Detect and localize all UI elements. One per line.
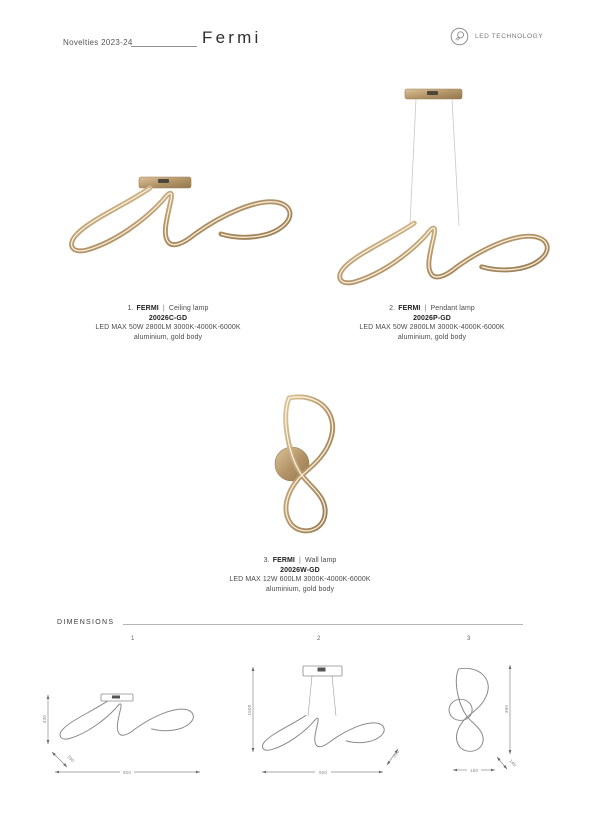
product-material: aluminium, gold body xyxy=(133,333,203,341)
product-material: aluminium, gold body xyxy=(397,333,467,341)
pendant-lamp-photo xyxy=(328,76,550,288)
page-title: Fermi xyxy=(202,28,262,47)
product-code: 20026C-GD xyxy=(148,314,188,322)
product-specs: LED MAX 50W 2800LM 3000K-4000K-6000K xyxy=(95,324,241,331)
product-name: FERMI xyxy=(272,557,295,564)
dimension-diagram-wall xyxy=(428,650,560,795)
dim-depth-label: 290 xyxy=(391,749,401,759)
dimensions-rule xyxy=(123,624,523,625)
product-specs: LED MAX 50W 2800LM 3000K-4000K-6000K xyxy=(359,324,505,331)
product-code: 20026P-GD xyxy=(413,314,451,322)
pendant-wire xyxy=(452,99,459,226)
dim-width-label: 920 xyxy=(122,769,132,775)
led-technology-badge xyxy=(450,27,543,46)
caption-title xyxy=(180,556,420,566)
separator: | xyxy=(299,557,301,564)
pendant-lamp-caption xyxy=(312,304,552,342)
caption-title xyxy=(312,304,552,314)
dim-depth-label: 290 xyxy=(66,754,76,764)
product-type: Pendant lamp xyxy=(430,305,475,312)
product-name: FERMI xyxy=(136,305,159,312)
led-bulb-icon xyxy=(450,27,469,46)
dim-width-label: 150 xyxy=(469,767,479,773)
ceiling-lamp-caption xyxy=(48,304,288,342)
product-material: aluminium, gold body xyxy=(265,585,335,593)
product-specs: LED MAX 12W 600LM 3000K-4000K-6000K xyxy=(229,576,371,583)
wall-lamp-caption xyxy=(180,556,420,594)
canopy-vent xyxy=(158,179,169,183)
dim-depth-label: 140 xyxy=(508,758,518,768)
product-name: FERMI xyxy=(398,305,421,312)
product-code: 20026W-GD xyxy=(280,566,320,574)
dim-width-label: 920 xyxy=(318,769,328,775)
pendant-wire xyxy=(410,99,416,224)
diagram-number-2: 2 xyxy=(317,636,321,642)
dim-height-label: 330 xyxy=(42,714,47,724)
dim-height-label: 1500 xyxy=(247,704,252,716)
diagram-number-1: 1 xyxy=(131,636,135,642)
led-technology-label: LED TECHNOLOGY xyxy=(475,33,544,40)
product-type: Ceiling lamp xyxy=(168,305,209,312)
collection-label: Novelties 2023-24 xyxy=(63,38,133,47)
canopy-vent xyxy=(427,91,438,95)
wall-lamp-photo xyxy=(247,390,359,572)
dimension-diagram-ceiling xyxy=(40,658,230,798)
dimensions-heading: DIMENSIONS xyxy=(57,619,115,626)
separator: | xyxy=(424,305,427,312)
dim-height-label: 360 xyxy=(504,704,509,714)
product-index: 1. xyxy=(127,305,134,312)
caption-title xyxy=(48,304,288,314)
diagram-number-3: 3 xyxy=(467,636,471,642)
separator: | xyxy=(162,305,165,312)
ceiling-lamp-photo xyxy=(55,150,300,295)
header-rule xyxy=(131,46,197,47)
dimension-diagram-pendant xyxy=(246,650,408,792)
product-index: 3. xyxy=(263,557,270,564)
product-index: 2. xyxy=(389,305,396,312)
product-type: Wall lamp xyxy=(305,557,337,564)
